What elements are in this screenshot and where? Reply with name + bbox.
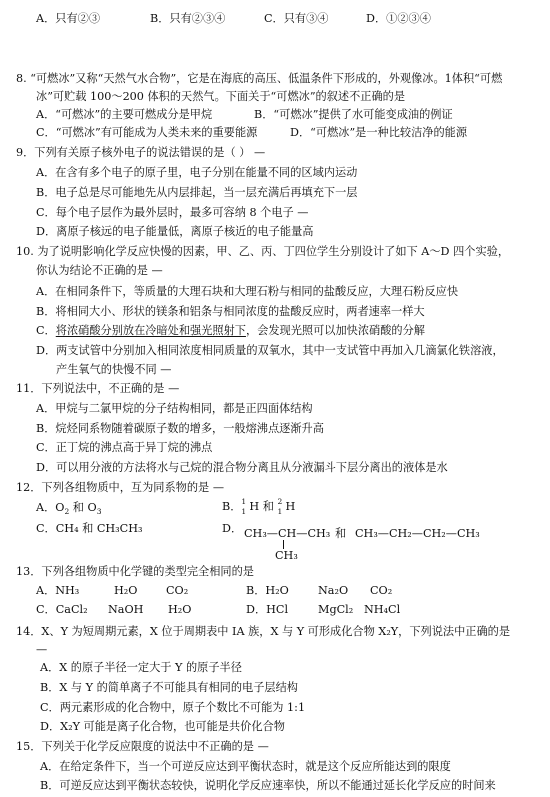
q14-option-d: D．X₂Y 可能是离子化合物，也可能是共价化合物 bbox=[40, 720, 285, 733]
q12-option-b: B． 1 1 H 和 2 1 H bbox=[222, 497, 296, 516]
q13-row-d-3: NH₄Cl bbox=[364, 603, 401, 616]
q14-option-c: C．两元素形成的化合物中，原子个数比不可能为 1:1 bbox=[40, 701, 306, 714]
q8-stem-line1: 8. “可燃冰”又称“天然气水合物”，它是在海底的高压、低温条件下形成的，外观像冰。1体积“可燃 bbox=[16, 72, 503, 85]
q13-row-a-3: CO₂ bbox=[166, 584, 189, 597]
q15-option-b: B．可逆反应达到平衡状态较快，说明化学反应速率快，所以不能通过延长化学反应的时间来 bbox=[40, 779, 496, 792]
q8-stem-line2: 冰”可贮载 100～200 体积的天然气。下面关于“可燃冰”的叙述不正确的是 bbox=[36, 90, 406, 103]
isotope-notation: 2 1 bbox=[277, 497, 283, 516]
q10-stem-line1: 10. 为了说明影响化学反应快慢的因素，甲、乙、丙、丁四位学生分别设计了如下 A～D 四个实验， bbox=[16, 245, 510, 258]
q7-option-c: C．只有③④ bbox=[264, 12, 329, 25]
isotope-notation: 1 1 bbox=[241, 497, 247, 516]
q7-option-d: D．①②③④ bbox=[366, 12, 431, 25]
q9-option-c: C．每个电子层作为最外层时，最多可容纳 8 个电子 — bbox=[36, 206, 309, 219]
q9-stem: 9．下列有关原子核外电子的说法错误的是（ ） — bbox=[16, 146, 266, 159]
q11-option-c: C．正丁烷的沸点高于异丁烷的沸点 bbox=[36, 441, 213, 454]
q9-option-b: B．电子总是尽可能地先从内层排起，当一层充满后再填充下一层 bbox=[36, 186, 358, 199]
q13-row-a-2: H₂O bbox=[114, 584, 138, 597]
q7-option-a: A．只有②③ bbox=[36, 12, 101, 25]
q11-option-a: A．甲烷与二氯甲烷的分子结构相同，都是正四面体结构 bbox=[36, 402, 313, 415]
q8-option-b: B．“可燃冰”提供了水可能变成油的例证 bbox=[254, 108, 453, 121]
q12-option-d-label: D． bbox=[222, 522, 243, 535]
q11-stem: 11．下列说法中，不正确的是 — bbox=[16, 382, 180, 395]
q9-option-a: A．在含有多个电子的原子里，电子分别在能量不同的区域内运动 bbox=[36, 166, 358, 179]
q10-option-c-underlined: 将浓硝酸分别放在冷暗处和强光照射下 bbox=[55, 324, 246, 337]
q12-option-d-isobutane: CH₃—CH—CH₃ bbox=[244, 527, 331, 540]
q14-option-a: A．X 的原子半径一定大于 Y 的原子半径 bbox=[40, 661, 242, 674]
q8-option-c: C．“可燃冰”有可能成为人类未来的重要能源 bbox=[36, 126, 258, 139]
q11-option-b: B．烷烃同系物随着碳原子数的增多，一般熔沸点逐渐升高 bbox=[36, 422, 324, 435]
q12-stem: 12．下列各组物质中，互为同系物的是 — bbox=[16, 481, 224, 494]
q12-option-c: C．CH₄ 和 CH₃CH₃ bbox=[36, 522, 143, 535]
q13-row-c-1: C．CaCl₂ bbox=[36, 603, 88, 616]
q10-option-a: A．在相同条件下，等质量的大理石块和大理石粉与相同的盐酸反应，大理石粉反应快 bbox=[36, 285, 459, 298]
q13-row-c-2: NaOH bbox=[108, 603, 144, 616]
q7-option-b: B．只有②③④ bbox=[150, 12, 226, 25]
q13-row-a-1: A．NH₃ bbox=[36, 584, 80, 597]
q13-row-d-1: D．HCl bbox=[246, 603, 289, 616]
q13-row-b-2: Na₂O bbox=[318, 584, 349, 597]
q12-option-d-branch: CH₃ bbox=[275, 549, 298, 562]
q14-stem-line1: 14．X、Y 为短周期元素，X 位于周期表中 IA 族，X 与 Y 可形成化合物 X₂Y，下列说法中正确的是 bbox=[16, 625, 511, 638]
q10-option-d: D．两支试管中分别加入相同浓度相同质量的双氧水，其中一支试管中再加入几滴氯化铁溶液， bbox=[36, 344, 504, 357]
q13-row-d-2: MgCl₂ bbox=[318, 603, 354, 616]
q10-option-c: C．将浓硝酸分别放在冷暗处和强光照射下，会发现光照可以加快浓硝酸的分解 bbox=[36, 324, 425, 337]
branch-bond bbox=[283, 540, 284, 549]
q15-option-a: A．在给定条件下，当一个可逆反应达到平衡状态时，就是这个反应所能达到的限度 bbox=[40, 760, 451, 773]
q9-option-d: D．离原子核远的电子能量低，离原子核近的电子能量高 bbox=[36, 225, 314, 238]
q8-option-a: A．“可燃冰”的主要可燃成分是甲烷 bbox=[36, 108, 213, 121]
q11-option-d: D．可以用分液的方法将水与己烷的混合物分离且从分液漏斗下层分离出的液体是水 bbox=[36, 461, 448, 474]
q13-stem: 13．下列各组物质中化学键的类型完全相同的是 bbox=[16, 565, 254, 578]
q14-stem-line2: — bbox=[36, 643, 48, 656]
q13-row-b-3: CO₂ bbox=[370, 584, 393, 597]
q15-stem: 15．下列关于化学反应限度的说法中不正确的是 — bbox=[16, 740, 269, 753]
q14-option-b: B．X 与 Y 的简单离子不可能具有相同的电子层结构 bbox=[40, 681, 298, 694]
q10-option-b: B．将相同大小、形状的镁条和铝条与相同浓度的盐酸反应时，两者速率一样大 bbox=[36, 305, 425, 318]
q13-row-c-3: H₂O bbox=[168, 603, 192, 616]
q12-option-a: A．$O_2$ 和 $O_3$ bbox=[36, 501, 102, 517]
q10-stem-line2: 你认为结论不正确的是 — bbox=[36, 264, 163, 277]
q8-option-d: D．“可燃冰”是一种比较洁净的能源 bbox=[290, 126, 468, 139]
q12-option-d-and: 和 bbox=[335, 527, 347, 540]
q13-row-b-1: B．H₂O bbox=[246, 584, 289, 597]
q12-option-d-butane: CH₃—CH₂—CH₂—CH₃ bbox=[355, 527, 480, 540]
q10-option-d-cont: 产生氧气的快慢不同 — bbox=[56, 363, 172, 376]
